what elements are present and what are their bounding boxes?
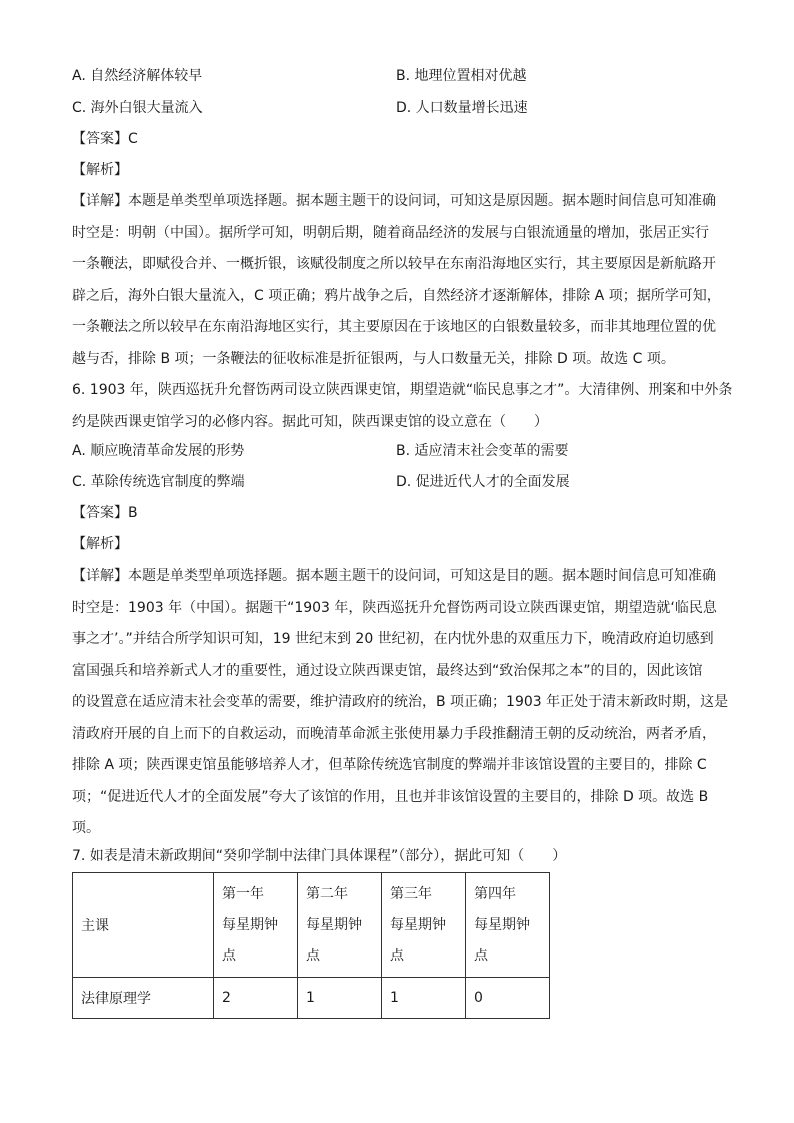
q6-detail — [72, 561, 729, 845]
q5-detail-line: 越与否，排除 B 项；一条鞭法的征收标准是折征银两，与人口数量无关，排除 D 项。故选 C 项。 — [72, 350, 675, 367]
q6-analysis-label: 【解析】 — [72, 536, 128, 552]
q5-analysis-label: 【解析】 — [72, 162, 128, 178]
q5-option-a: A. 自然经济解体较早 — [72, 68, 203, 84]
table-header-year2 — [298, 873, 382, 978]
q6-detail-line: 事之才’。”并结合所学知识可知，19 世纪末到 20 世纪初，在内忧外患的双重压力下，晚清政府迫切感到 — [72, 631, 714, 647]
q6-detail-line: 富国强兵和培养新式人才的重要性，通过设立陕西课吏馆，最终达到“致治保邦之本”的目的，因此该馆 — [72, 662, 703, 679]
header-text: 每星期钟 — [222, 916, 278, 933]
q6-detail-line: 时空是：1903 年（中国）。据题干“1903 年，陕西巡抚升允督饬两司设立陕西课吏馆，期望造就‘临民息 — [72, 599, 717, 616]
q6-detail-line: 排除 A 项；陕西课吏馆虽能够培养人才，但革除传统选官制度的弊端并非该馆设置的主要目的，排除 C — [72, 757, 707, 773]
q5-option-b: B. 地理位置相对优越 — [396, 68, 527, 84]
q5-detail-line: 一条鞭法之所以较早在东南沿海地区实行，其主要原因在于该地区的白银数量较多，而非其地理位置的优 — [72, 319, 716, 335]
course-table — [72, 872, 550, 1019]
course-name-cell: 法律原理学 — [73, 978, 214, 1019]
q6-option-c: C. 革除传统选官制度的弊端 — [72, 474, 245, 490]
hours-cell: 2 — [214, 978, 298, 1019]
q5-detail-line: 一条鞭法，即赋役合并、一概折银，该赋役制度之所以较早在东南沿海地区实行，其主要原因是新航路开 — [72, 256, 716, 272]
q5-detail-line: 时空是：明朝（中国）。据所学可知，明朝后期，随着商品经济的发展与白银流通量的增加，张居正实行 — [72, 224, 709, 241]
hours-cell: 0 — [466, 978, 550, 1019]
q5-answer: 【答案】C — [72, 131, 138, 147]
q6-stem — [72, 375, 733, 438]
q6-detail-line: 项；“促进近代人才的全面发展”夸大了该馆的作用，且也并非该馆设置的主要目的，排除 D 项。故选 B — [72, 788, 709, 805]
header-text: 第四年 — [474, 885, 516, 902]
q7-stem: 7. 如表是清末新政期间“癸卯学制中法律门具体课程”（部分），据此可知（ ） — [72, 848, 567, 864]
q6-option-a: A. 顺应晚清革命发展的形势 — [72, 443, 245, 459]
header-text: 每星期钟 — [474, 916, 530, 933]
header-text: 每星期钟 — [306, 916, 362, 933]
header-text: 第二年 — [306, 885, 348, 902]
table-row — [73, 978, 550, 1019]
q6-detail-line: 项。 — [72, 820, 100, 836]
q5-option-c: C. 海外白银大量流入 — [72, 100, 203, 116]
q5-option-d: D. 人口数量增长迅速 — [396, 100, 528, 116]
q6-option-b: B. 适应清末社会变革的需要 — [396, 443, 569, 459]
q5-detail-line: 【详解】本题是单类型单项选择题。据本题主题干的设问词，可知这是原因题。据本题时间信息可知准确 — [72, 193, 716, 209]
header-text: 点 — [306, 947, 320, 964]
q6-detail-line: 清政府开展的自上而下的自救运动，而晚清革命派主张使用暴力手段推翻清王朝的反动统治，两者矛盾， — [72, 725, 716, 742]
q6-answer: 【答案】B — [72, 505, 138, 521]
header-text: 点 — [474, 947, 488, 964]
table-header-row — [73, 873, 550, 978]
q6-detail-line: 【详解】本题是单类型单项选择题。据本题主题干的设问词，可知这是目的题。据本题时间信息可知准确 — [72, 568, 716, 584]
header-text: 第一年 — [222, 885, 264, 902]
table-header-year4 — [466, 873, 550, 978]
q5-detail-line: 辟之后，海外白银大量流入，C 项正确；鸦片战争之后，自然经济才逐渐解体，排除 A 项；据所学可知， — [72, 287, 721, 304]
header-text: 点 — [390, 947, 404, 964]
q6-stem-line: 约是陕西课吏馆学习的必修内容。据此可知，陕西课吏馆的设立意在（ ） — [72, 413, 548, 430]
header-text: 第三年 — [390, 885, 432, 902]
q5-detail — [72, 186, 722, 375]
q6-detail-line: 的设置意在适应清末社会变革的需要，维护清政府的统治，B 项正确；1903 年正处于清末新政时期，这是 — [72, 694, 729, 710]
table-header-year1 — [214, 873, 298, 978]
header-text: 每星期钟 — [390, 916, 446, 933]
table-header-main: 主课 — [73, 873, 214, 978]
table-header-year3 — [382, 873, 466, 978]
hours-cell: 1 — [382, 978, 466, 1019]
q6-stem-line: 6. 1903 年，陕西巡抚升允督饬两司设立陕西课吏馆，期望造就“临民息事之才”。大清律例、刑案和中外条 — [72, 382, 733, 398]
hours-cell: 1 — [298, 978, 382, 1019]
q6-option-d: D. 促进近代人才的全面发展 — [396, 474, 570, 490]
header-text: 点 — [222, 947, 236, 964]
